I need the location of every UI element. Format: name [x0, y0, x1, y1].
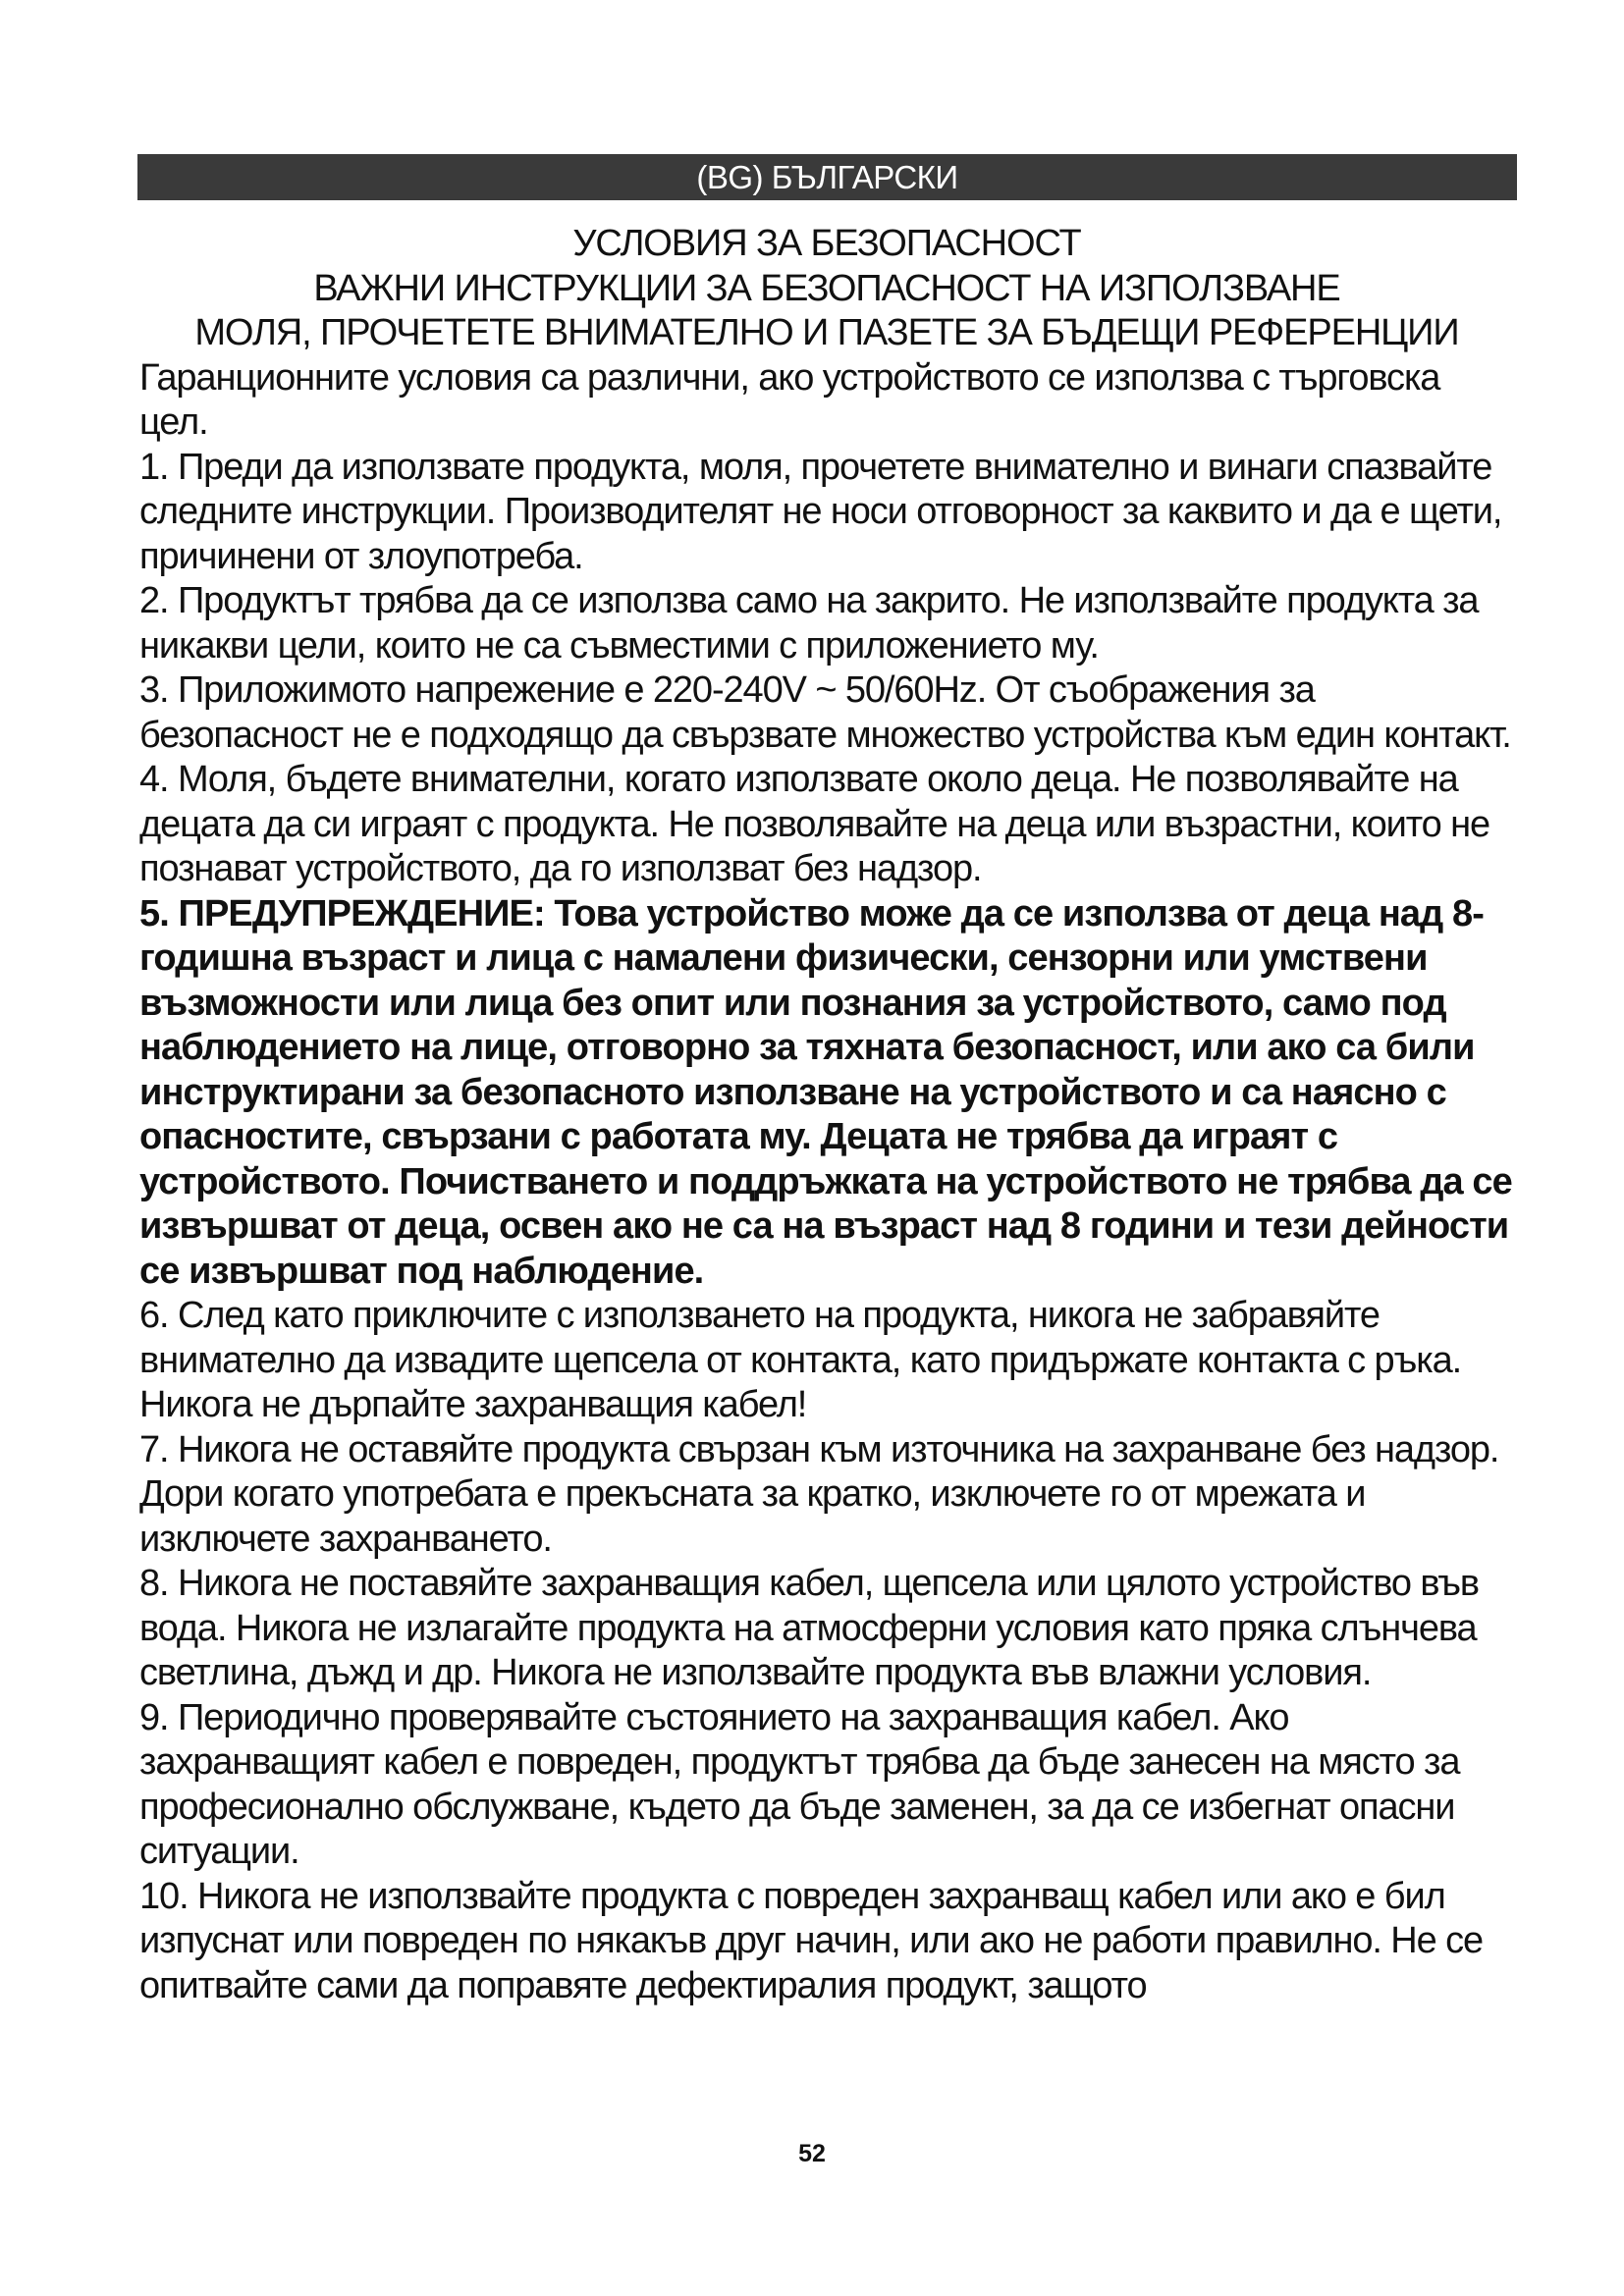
page-number: 52 [798, 2140, 826, 2167]
safety-item-2: 2. Продуктът трябва да се използва само на закрито. Не използвайте продукта за никакви цели, които не са съвместими с приложението му. [139, 580, 1479, 667]
safety-item-1: 1. Преди да използвате продукта, моля, прочетете внимателно и винаги спазвайте следните инструкции. Производителят не носи отговорност за каквито и да е щети, причинени от злоупотреба. [139, 446, 1502, 577]
safety-item-7: 7. Никога не оставяйте продукта свързан към източника на захранване без надзор. Дори когато употребата е прекъсната за кратко, изключете го от мрежата и изключете захранването. [139, 1428, 1499, 1560]
safety-item-9: 9. Периодично проверявайте състоянието на захранващия кабел. Ако захранващият кабел е повреден, продуктът трябва да бъде занесен на място за професионално обслужване, където да бъде заменен, за да се избегнат опасни ситуации. [139, 1696, 1460, 1872]
language-header-bar [137, 154, 1517, 200]
language-label: (BG) БЪЛГАРСКИ [696, 159, 958, 195]
section-notice: МОЛЯ, ПРОЧЕТЕТЕ ВНИМАТЕЛНО И ПАЗЕТЕ ЗА БЪДЕЩИ РЕФЕРЕНЦИИ [194, 312, 1459, 353]
safety-item-4: 4. Моля, бъдете внимателни, когато използвате около деца. Не позволявайте на децата да си играят с продукта. Не позволявайте на деца или възрастни, които не познават устройството, да го използват без надзор. [139, 759, 1490, 889]
safety-item-8: 8. Никога не поставяйте захранващия кабел, щепсела или цялото устройство във вода. Никога не излагайте продукта на атмосферни условия като пряка слънчева светлина, дъжд и др. Никога не използвайте продукта във влажни условия. [139, 1563, 1479, 1693]
intro-paragraph: Гаранционните условия са различни, ако устройството се използва с търговска цел. [139, 356, 1440, 443]
section-title: УСЛОВИЯ ЗА БЕЗОПАСНОСТ [572, 223, 1081, 264]
safety-item-10: 10. Никога не използвайте продукта с повреден захранващ кабел или ако е бил изпуснат или повреден по някакъв друг начин, или ако не работи правилно. Не се опитвайте сами да поправяте дефектиралия продукт, защото [139, 1875, 1484, 2006]
safety-item-3: 3. Приложимото напрежение е 220-240V ~ 50/60Hz. От съображения за безопасност не е подходящо да свързвате множество устройства към един контакт. [139, 669, 1511, 756]
safety-item-5-warning: 5. ПРЕДУПРЕЖДЕНИЕ: Това устройство може да се използва от деца над 8-годишна възраст и лица с намалени физически, сензорни или умствени възможности или лица без опит или познания за устройството, само под наблюдението на лице, отговорно за тяхната безопасност, или ако са били инструктирани за безопасното използване на устройството и са наясно с опасностите, свързани с работата му. Децата не трябва да играят с устройството. Почистването и поддръжката на устройството не трябва да се извършват от деца, освен ако не са на възраст над 8 години и тези дейности се извършват под наблюдение. [139, 892, 1512, 1292]
section-subtitle: ВАЖНИ ИНСТРУКЦИИ ЗА БЕЗОПАСНОСТ НА ИЗПОЛЗВАНЕ [313, 267, 1340, 309]
safety-conditions-section [139, 222, 1514, 2008]
safety-item-6: 6. След като приключите с използването на продукта, никога не забравяйте внимателно да извадите щепсела от контакта, като придържате контакта с ръка. Никога не дърпайте захранващия кабел! [139, 1295, 1462, 1425]
